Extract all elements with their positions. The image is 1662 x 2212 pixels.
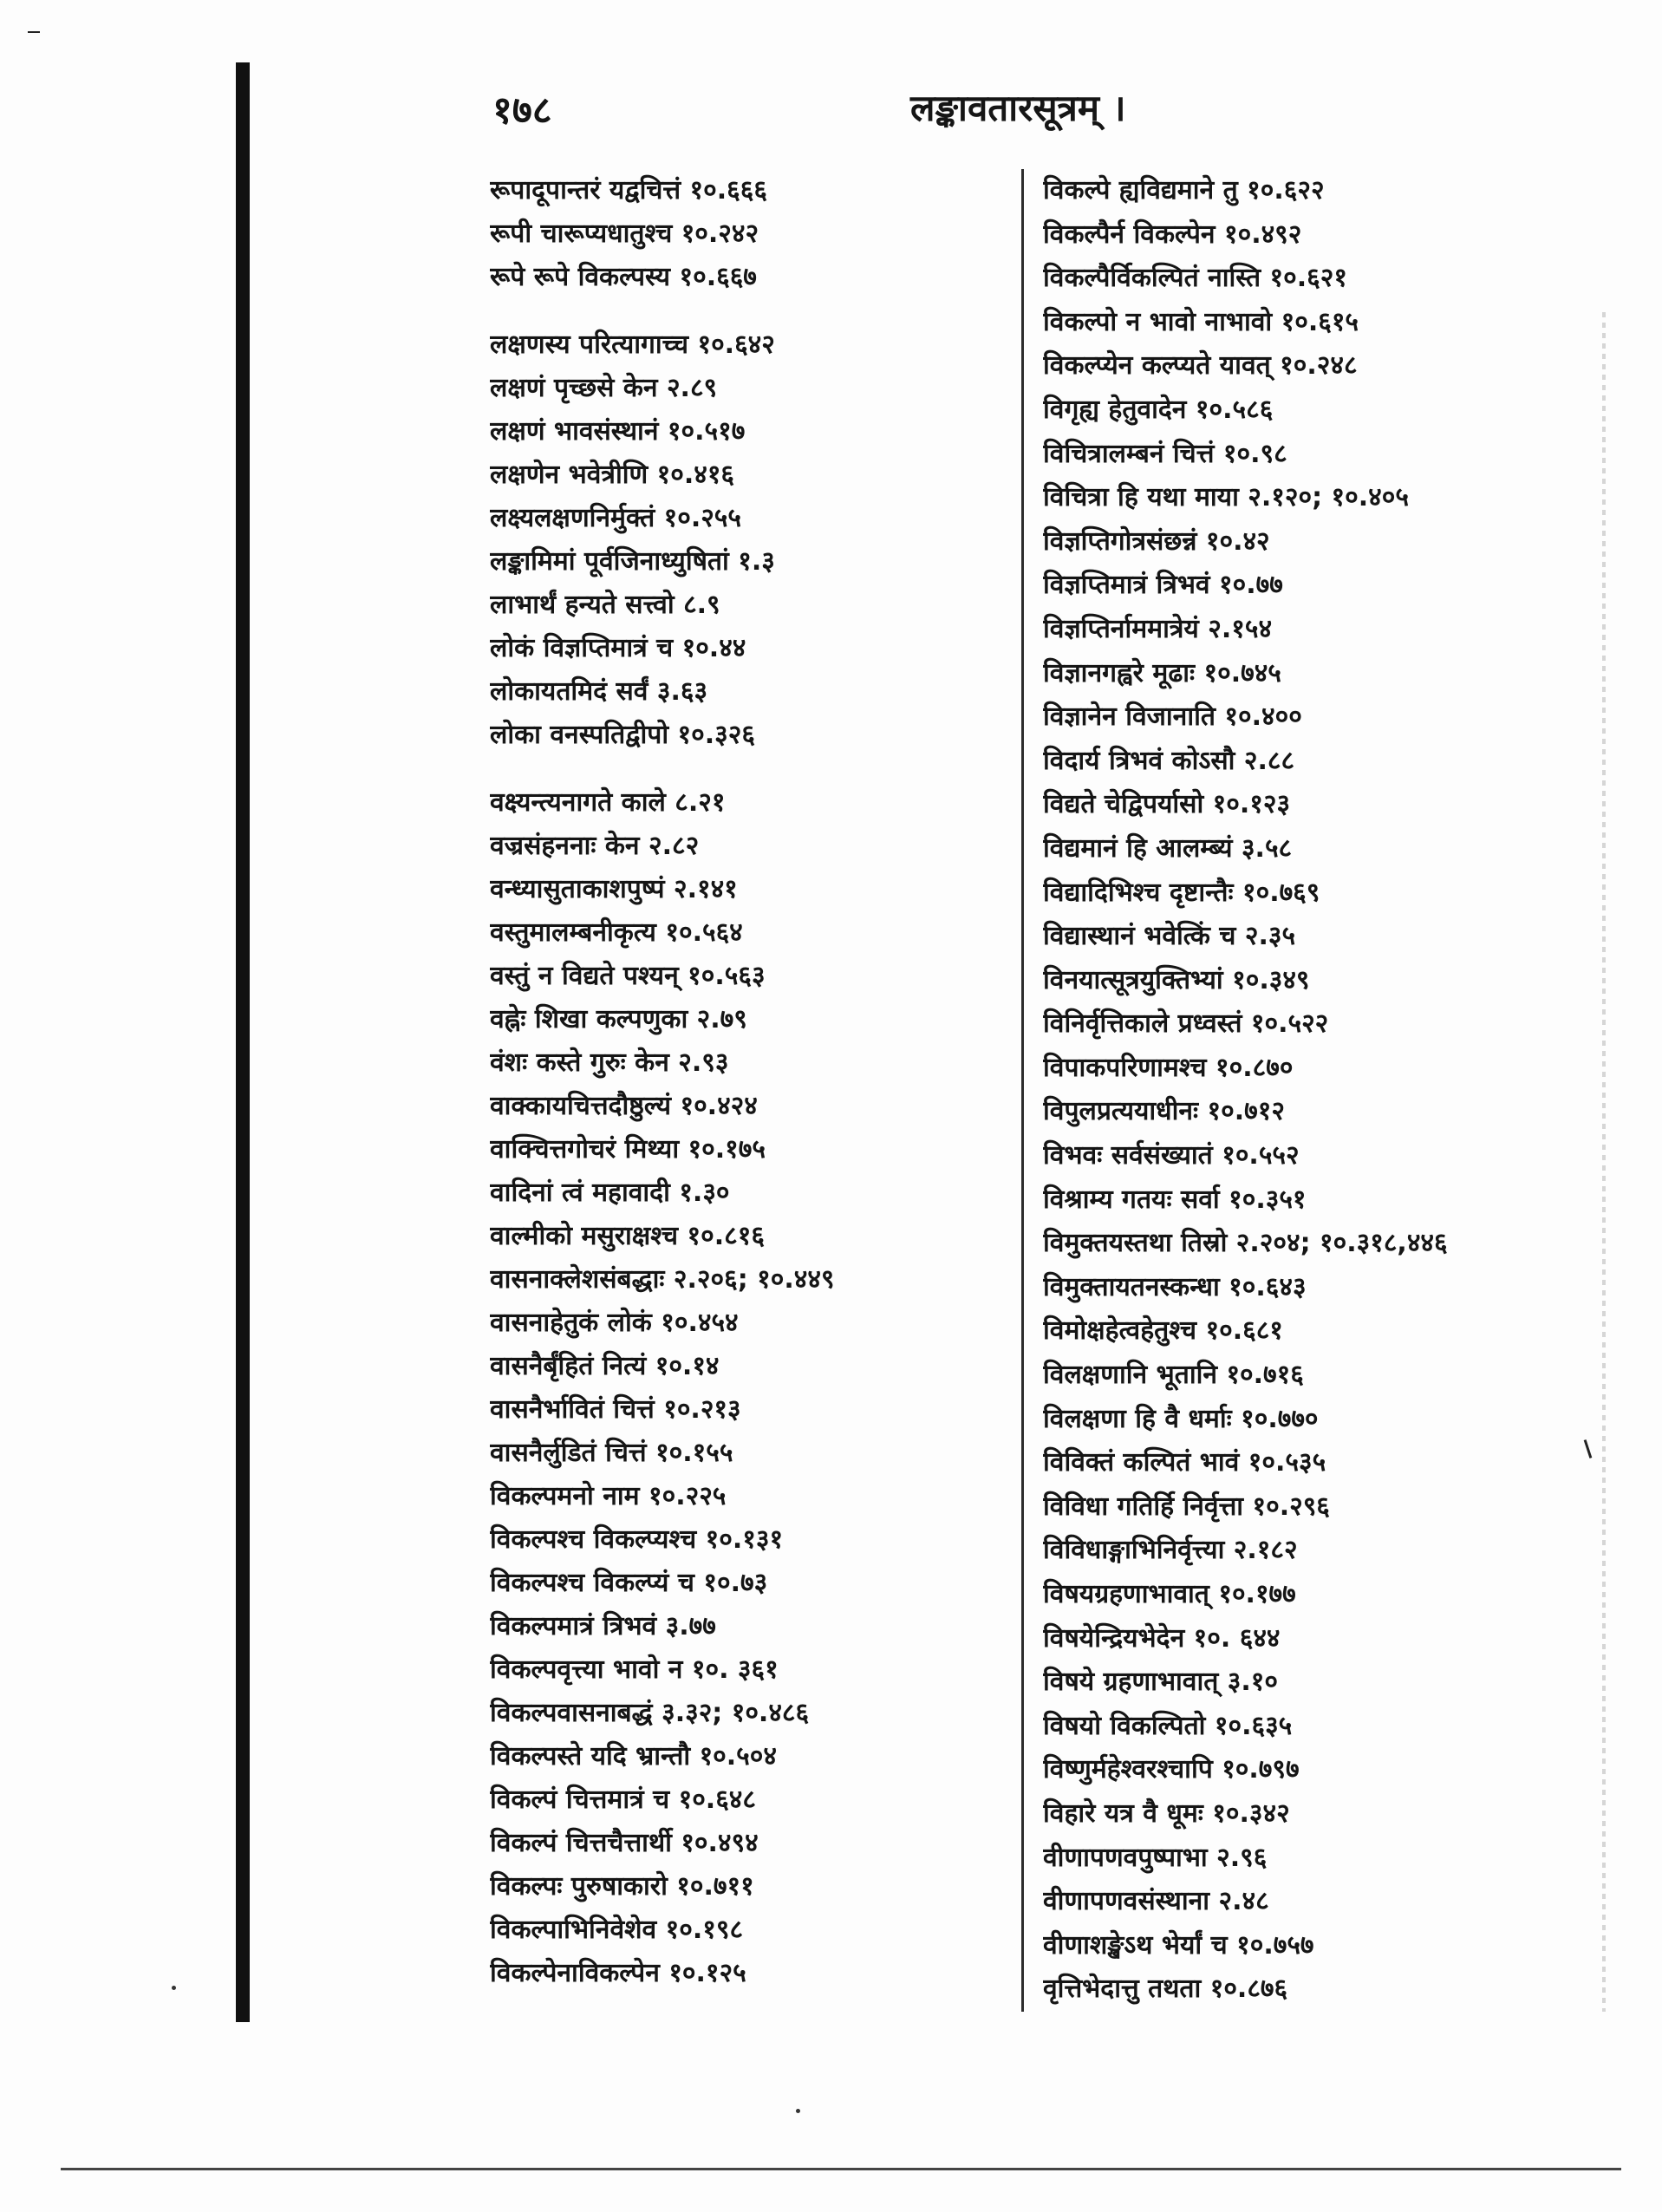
index-entry: विकल्पैर्न विकल्पेन १०.४९२ xyxy=(1043,219,1302,250)
index-entry: लक्षणं भावसंस्थानं १०.५१७ xyxy=(490,416,746,447)
index-entry: विकल्प्येन कल्प्यते यावत् १०.२४८ xyxy=(1043,350,1358,382)
index-entry: वीणापणवपुष्पाभा २.९६ xyxy=(1043,1842,1268,1873)
index-entry: रूपे रूपे विकल्पस्य १०.६६७ xyxy=(490,262,757,292)
index-entry: विविधाङ्गाभिनिर्वृत्त्या २.१८२ xyxy=(1043,1535,1298,1566)
index-entry: विकल्पं चित्तमात्रं च १०.६४८ xyxy=(490,1785,756,1815)
index-entry: विषयेन्द्रियभेदेन १०. ६४४ xyxy=(1043,1622,1281,1654)
binding-edge-bar xyxy=(236,62,250,2022)
index-entry: विमुक्तायतनस्कन्धा १०.६४३ xyxy=(1043,1271,1307,1302)
index-entry: वह्नेः शिखा कल्पणुका २.७९ xyxy=(490,1004,747,1034)
index-entry: विकल्पवृत्त्या भावो न १०. ३६१ xyxy=(490,1654,779,1685)
index-entry: विष्णुर्महेश्वरश्चापि १०.७९७ xyxy=(1043,1754,1300,1785)
index-entry: विषयो विकल्पितो १०.६३५ xyxy=(1043,1710,1293,1741)
index-entry: विनिर्वृत्तिकाले प्रध्वस्तं १०.५२२ xyxy=(1043,1008,1329,1040)
index-entry: वासनैर्भावितं चित्तं १०.२१३ xyxy=(490,1394,741,1425)
index-entry: वासनैर्बृंहितं नित्यं १०.१४ xyxy=(490,1351,720,1381)
index-entry: वन्ध्यासुताकाशपुष्पं २.१४१ xyxy=(490,874,738,904)
index-entry: विज्ञानेन विजानाति १०.४०० xyxy=(1043,701,1302,733)
index-entry: रूपी चारूप्यधातुश्च १०.२४२ xyxy=(490,219,759,249)
index-entry: रूपादूपान्तरं यद्वचित्तं १०.६६६ xyxy=(490,175,767,206)
index-entry: वाल्मीको मसुराक्षश्च १०.८१६ xyxy=(490,1221,765,1251)
index-entry: विकल्पमनो नाम १०.२२५ xyxy=(490,1481,727,1511)
index-entry: लाभार्थं हन्यते सत्त्वो ८.९ xyxy=(490,590,720,620)
index-entry: विविक्तं कल्पितं भावं १०.५३५ xyxy=(1043,1447,1326,1478)
index-entry: विपाकपरिणामश्च १०.८७० xyxy=(1043,1052,1294,1083)
page-bottom-rule xyxy=(61,2168,1621,2170)
index-entry: लोकं विज्ञप्तिमात्रं च १०.४४ xyxy=(490,633,746,663)
index-entry: विलक्षणानि भूतानि १०.७१६ xyxy=(1043,1360,1304,1391)
index-entry: वीणाशङ्खेऽथ भेर्यां च १०.७५७ xyxy=(1043,1929,1314,1961)
index-entry: विकल्पेनाविकल्पेन १०.१२५ xyxy=(490,1958,746,1988)
index-entry: वादिनां त्वं महावादी १.३० xyxy=(490,1178,730,1208)
index-entry: वज्रसंहननाः केन २.८२ xyxy=(490,831,700,861)
index-entry: विषयग्रहणाभावात् १०.१७७ xyxy=(1043,1579,1296,1609)
index-entry: विकल्पवासनाबद्धं ३.३२; १०.४८६ xyxy=(490,1698,810,1728)
index-entry: विद्यास्थानं भवेत्किं च २.३५ xyxy=(1043,921,1296,952)
index-entry: वस्तुं न विद्यते पश्यन् १०.५६३ xyxy=(490,961,766,991)
index-entry: वासनाहेतुकं लोकं १०.४५४ xyxy=(490,1308,739,1338)
index-entry: विकल्पे ह्यविद्यमाने तु १०.६२२ xyxy=(1043,175,1325,206)
index-entry: विमुक्तयस्तथा तिस्रो २.२०४; १०.३१८,४४६ xyxy=(1043,1228,1448,1259)
index-entry: विविधा गतिर्हि निर्वृत्ता १०.२९६ xyxy=(1043,1491,1330,1522)
index-entry: लक्षणस्य परित्यागाच्च १०.६४२ xyxy=(490,330,775,360)
index-entry: विद्यते चेद्विपर्यासो १०.१२३ xyxy=(1043,789,1291,820)
index-entry: विपुलप्रत्ययाधीनः १०.७१२ xyxy=(1043,1096,1285,1127)
index-entry: वाक्कायचित्तदौष्ठुल्यं १०.४२४ xyxy=(490,1091,758,1121)
page-number: १७८ xyxy=(492,88,552,133)
index-entry: विषये ग्रहणाभावात् ३.१० xyxy=(1043,1667,1278,1698)
index-entry: विकल्पैर्विकल्पितं नास्ति १०.६२१ xyxy=(1043,263,1347,294)
running-title: लङ्कावतारसूत्रम् । xyxy=(910,87,1126,129)
index-entry: विज्ञप्तिगोत्रसंछन्नं १०.४२ xyxy=(1043,525,1270,557)
index-entry: विनयात्सूत्रयुक्तिभ्यां १०.३४९ xyxy=(1043,964,1310,995)
index-entry: विज्ञानगह्वरे मूढाः १०.७४५ xyxy=(1043,657,1281,688)
index-entry: वृत्तिभेदात्तु तथता १०.८७६ xyxy=(1043,1974,1288,2005)
index-entry: विश्राम्य गतयः सर्वा १०.३५१ xyxy=(1043,1184,1307,1215)
index-entry: वस्तुमालम्बनीकृत्य १०.५६४ xyxy=(490,917,743,948)
index-entry: विद्यमानं हि आलम्ब्यं ३.५८ xyxy=(1043,832,1293,864)
index-entry: लक्ष्यलक्षणनिर्मुक्तं १०.२५५ xyxy=(490,503,742,533)
index-entry: विचित्रालम्बनं चित्तं १०.९८ xyxy=(1043,438,1287,469)
index-entry: वक्ष्यन्त्यनागते काले ८.२१ xyxy=(490,787,726,818)
index-entry: विभवः सर्वसंख्यातं १०.५५२ xyxy=(1043,1140,1300,1171)
index-entry: विज्ञप्तिमात्रं त्रिभवं १०.७७ xyxy=(1043,570,1283,601)
index-entry: वासनैर्लुडितं चित्तं १०.१५५ xyxy=(490,1438,733,1468)
speck xyxy=(796,2109,800,2113)
index-entry: विहारे यत्र वै धूमः १०.३४२ xyxy=(1043,1798,1290,1829)
index-column-left xyxy=(490,169,1010,1995)
index-entry: वासनाक्लेशसंबद्धाः २.२०६; १०.४४९ xyxy=(490,1264,835,1295)
index-entry: विकल्पश्च विकल्प्यश्च १०.१३१ xyxy=(490,1524,784,1555)
index-entry: विद्यादिभिश्च दृष्टान्तैः १०.७६९ xyxy=(1043,877,1320,908)
index-entry: लङ्कामिमां पूर्वजिनाध्युषितां १.३ xyxy=(490,546,775,577)
index-entry: विचित्रा हि यथा माया २.१२०; १०.४०५ xyxy=(1043,482,1409,513)
index-entry: विकल्पस्ते यदि भ्रान्तौ १०.५०४ xyxy=(490,1741,777,1772)
index-entry: वीणापणवसंस्थाना २.४८ xyxy=(1043,1886,1269,1917)
index-entry: विकल्पं चित्तचैत्तार्थी १०.४९४ xyxy=(490,1828,759,1858)
index-entry: विकल्पमात्रं त्रिभवं ३.७७ xyxy=(490,1611,716,1641)
index-entry: लक्षणं पृच्छसे केन २.८९ xyxy=(490,373,718,403)
index-entry: वंशः कस्ते गुरुः केन २.९३ xyxy=(490,1047,729,1078)
index-column-right xyxy=(1021,169,1633,2012)
index-entry: विकल्पः पुरुषाकारो १०.७११ xyxy=(490,1871,754,1902)
index-entry: लक्षणेन भवेत्रीणि १०.४१६ xyxy=(490,460,735,490)
index-entry: विलक्षणा हि वै धर्माः १०.७७० xyxy=(1043,1403,1319,1434)
index-entry: लोका वनस्पतिद्वीपो १०.३२६ xyxy=(490,720,755,750)
index-entry: विकल्पो न भावो नाभावो १०.६१५ xyxy=(1043,306,1359,337)
index-entry: विगृह्य हेतुवादेन १०.५८६ xyxy=(1043,394,1274,425)
speck xyxy=(172,1986,176,1990)
scan-mark xyxy=(28,31,40,33)
index-entry: विदार्य त्रिभवं कोऽसौ २.८८ xyxy=(1043,745,1295,776)
index-entry: वाक्चित्तगोचरं मिथ्या १०.१७५ xyxy=(490,1134,766,1165)
index-entry: विकल्पश्च विकल्प्यं च १०.७३ xyxy=(490,1568,768,1598)
index-entry: विमोक्षहेत्वहेतुश्च १०.६८१ xyxy=(1043,1315,1283,1347)
index-entry: विज्ञप्तिर्नाममात्रेयं २.१५४ xyxy=(1043,613,1273,644)
index-entry: विकल्पाभिनिवेशेव १०.१९८ xyxy=(490,1915,744,1945)
index-entry: लोकायतमिदं सर्वं ३.६३ xyxy=(490,676,708,707)
